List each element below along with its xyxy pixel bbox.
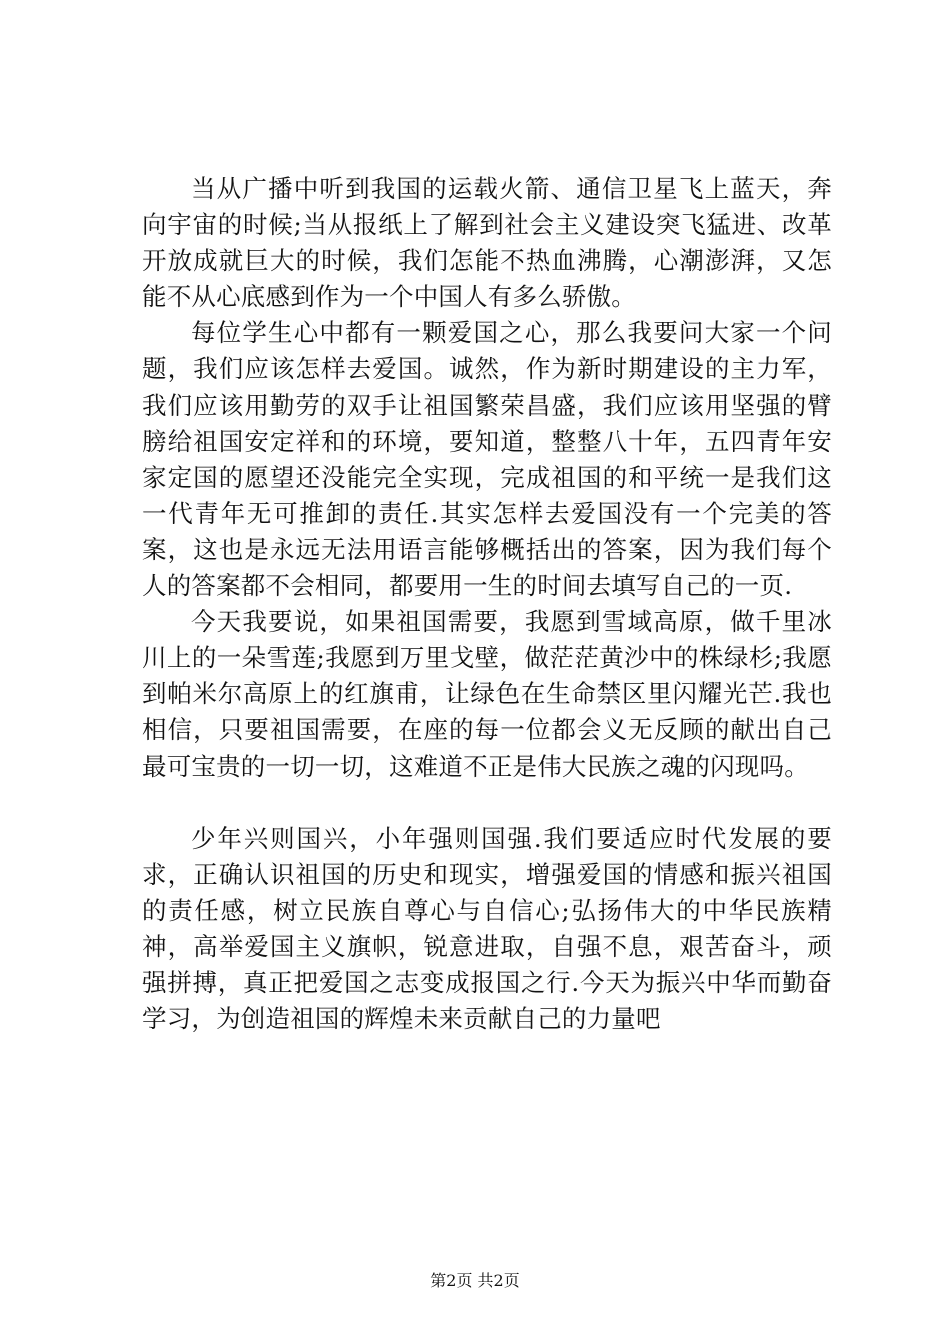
paragraph-2: 每位学生心中都有一颗爱国之心，那么我要问大家一个问题，我们应该怎样去爱国。诚然，作为新时期建设的主力军，我们应该用勤劳的双手让祖国繁荣昌盛，我们应该用坚强的臂膀给祖国安定祥和的环境，要知道，整整八十年，五四青年安家定国的愿望还没能完全实现，完成祖国的和平统一是我们这一代青年无可推卸的责任.其实怎样去爱国没有一个完美的答案，这也是永远无法用语言能够概括出的答案，因为我们每个人的答案都不会相同，都要用一生的时间去填写自己的一页. [142,318,832,601]
paragraph-gap [142,785,832,821]
paragraph-4: 少年兴则国兴，小年强则国强.我们要适应时代发展的要求，正确认识祖国的历史和现实，增强爱国的情感和振兴祖国的责任感，树立民族自尊心与自信心;弘扬伟大的中华民族精神，高举爱国主义旗帜，锐意进取，自强不息，艰苦奋斗，顽强拼搏，真正把爱国之志变成报国之行.今天为振兴中华而勤奋学习，为创造祖国的辉煌未来贡献自己的力量吧 [142,823,832,1034]
paragraph-1: 当从广播中听到我国的运载火箭、通信卫星飞上蓝天，奔向宇宙的时候;当从报纸上了解到社会主义建设突飞猛进、改革开放成就巨大的时候，我们怎能不热血沸腾，心潮澎湃，又怎能不从心底感到作为一个中国人有多么骄傲。 [142,174,832,312]
document-body [142,171,832,1037]
page-footer: 第2页 共2页 [430,1271,520,1290]
paragraph-3: 今天我要说，如果祖国需要，我愿到雪域高原，做千里冰川上的一朵雪莲;我愿到万里戈壁，做茫茫黄沙中的株绿杉;我愿到帕米尔高原上的红旗甫，让绿色在生命禁区里闪耀光芒.我也相信，只要祖国需要，在座的每一位都会义无反顾的献出自己最可宝贵的一切一切，这难道不正是伟大民族之魂的闪现吗。 [142,607,832,781]
